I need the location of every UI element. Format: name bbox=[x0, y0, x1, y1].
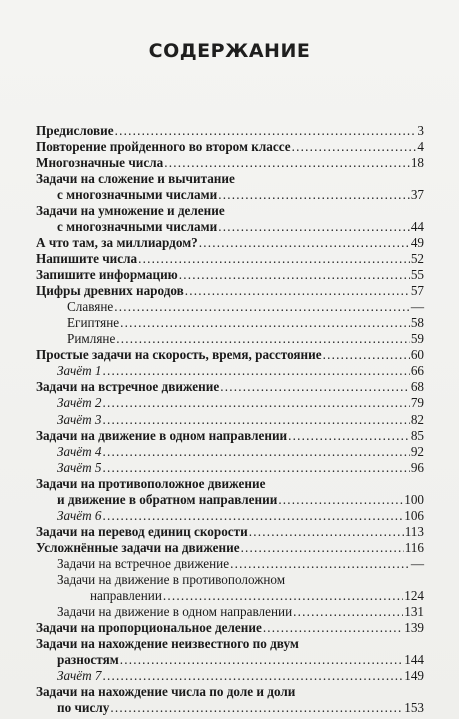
toc-entry-title: направлении bbox=[90, 588, 162, 603]
toc-entry-title: Предисловие bbox=[36, 123, 114, 138]
toc-leader-dots bbox=[249, 524, 404, 540]
toc-entry bbox=[36, 524, 424, 540]
toc-entry-page: 100 bbox=[404, 492, 424, 507]
toc-entry-title: Задачи на нахождение неизвестного по двум bbox=[36, 636, 299, 651]
toc-leader-dots bbox=[220, 379, 410, 395]
toc-entry-title: Простые задачи на скорость, время, расстояние bbox=[36, 347, 322, 362]
toc-entry-title: Задачи на пропорциональное деление bbox=[36, 620, 262, 635]
toc-entry bbox=[36, 267, 424, 283]
page-title: СОДЕРЖАНИЕ bbox=[148, 40, 311, 62]
toc-entry bbox=[57, 652, 424, 668]
toc-entry bbox=[36, 347, 424, 363]
toc-entry bbox=[36, 251, 424, 267]
toc-leader-dots bbox=[103, 508, 404, 524]
toc-entry-page: 144 bbox=[404, 652, 424, 667]
toc-entry-page: 116 bbox=[404, 540, 424, 555]
toc-entry-title: по числу bbox=[57, 700, 110, 715]
toc-entry-title: Зачёт 2 bbox=[57, 395, 102, 410]
toc-entry-page: 37 bbox=[410, 187, 424, 202]
toc-leader-dots bbox=[103, 668, 404, 684]
toc-leader-dots bbox=[185, 283, 410, 299]
toc-entry-title: Повторение пройденного во втором классе bbox=[36, 139, 291, 154]
toc-entry bbox=[36, 684, 424, 700]
toc-entry bbox=[36, 283, 424, 299]
toc-entry-page: 85 bbox=[410, 428, 424, 443]
toc-entry-title: Зачёт 7 bbox=[57, 668, 102, 683]
toc-entry-title: Зачёт 1 bbox=[57, 363, 102, 378]
toc-entry-page: 79 bbox=[410, 395, 424, 410]
toc-entry bbox=[90, 588, 424, 604]
toc-entry bbox=[36, 379, 424, 395]
toc-entry-title: Задачи на движение в одном направлении bbox=[57, 604, 293, 619]
toc-entry-page: 124 bbox=[404, 588, 424, 603]
toc-entry-title: Цифры древних народов bbox=[36, 283, 184, 298]
toc-entry-title: Египтяне bbox=[67, 315, 120, 330]
toc-entry-title: Зачёт 6 bbox=[57, 508, 102, 523]
toc-leader-dots bbox=[114, 299, 410, 315]
toc-entry bbox=[57, 219, 424, 235]
toc-entry bbox=[57, 444, 424, 460]
toc-entry-page: 49 bbox=[410, 235, 424, 250]
toc-entry-title: Задачи на встречное движение bbox=[57, 556, 230, 571]
toc-entry bbox=[57, 492, 424, 508]
toc-entry bbox=[67, 315, 424, 331]
toc-leader-dots bbox=[116, 331, 410, 347]
toc-entry-page: 68 bbox=[410, 379, 424, 394]
toc-entry bbox=[36, 123, 424, 139]
toc-entry-page: 82 bbox=[410, 412, 424, 427]
toc-leader-dots bbox=[199, 235, 410, 251]
toc-entry-title: и движение в обратном направлении bbox=[57, 492, 278, 507]
toc-entry bbox=[57, 556, 424, 572]
toc-entry bbox=[36, 428, 424, 444]
toc-entry-page: 18 bbox=[410, 155, 424, 170]
toc-leader-dots bbox=[103, 363, 410, 379]
toc-entry bbox=[57, 604, 424, 620]
toc-leader-dots bbox=[163, 588, 403, 604]
toc-entry-title: Усложнённые задачи на движение bbox=[36, 540, 240, 555]
toc-leader-dots bbox=[241, 540, 404, 556]
toc-entry bbox=[36, 155, 424, 171]
toc-entry-page: 59 bbox=[410, 331, 424, 346]
toc-entry-title: Задачи на встречное движение bbox=[36, 379, 220, 394]
toc-leader-dots bbox=[293, 604, 403, 620]
toc-entry-title: с многозначными числами bbox=[57, 187, 218, 202]
toc-entry bbox=[36, 139, 424, 155]
toc-entry-page: 60 bbox=[410, 347, 424, 362]
toc-entry-page: 4 bbox=[417, 139, 424, 154]
toc-entry-page: 92 bbox=[410, 444, 424, 459]
toc-entry bbox=[36, 540, 424, 556]
toc-entry-page: 149 bbox=[404, 668, 424, 683]
toc-leader-dots bbox=[218, 219, 410, 235]
toc-leader-dots bbox=[288, 428, 410, 444]
toc-entry-page: 55 bbox=[410, 267, 424, 282]
toc-entry-page: 113 bbox=[404, 524, 424, 539]
toc-entry-page: 131 bbox=[404, 604, 424, 619]
toc-leader-dots bbox=[179, 267, 410, 283]
toc-leader-dots bbox=[103, 395, 410, 411]
toc-entry-title: Задачи на перевод единиц скорости bbox=[36, 524, 248, 539]
toc-entry-title: Задачи на движение в одном направлении bbox=[36, 428, 288, 443]
toc-leader-dots bbox=[292, 139, 417, 155]
toc-entry-title: Зачёт 4 bbox=[57, 444, 102, 459]
toc-leader-dots bbox=[263, 620, 403, 636]
toc-entry-page: — bbox=[410, 556, 424, 571]
toc-entry bbox=[36, 235, 424, 251]
toc-entry bbox=[36, 636, 424, 652]
toc-entry bbox=[57, 700, 424, 716]
toc-entry bbox=[57, 572, 424, 588]
toc-entry-page: 96 bbox=[410, 460, 424, 475]
toc-entry bbox=[36, 620, 424, 636]
toc-leader-dots bbox=[103, 412, 410, 428]
toc-entry-page: 58 bbox=[410, 315, 424, 330]
toc-entry bbox=[57, 508, 424, 524]
toc-entry-page: 66 bbox=[410, 363, 424, 378]
toc-entry-page: — bbox=[410, 299, 424, 314]
toc-leader-dots bbox=[323, 347, 410, 363]
toc-leader-dots bbox=[278, 492, 403, 508]
toc-entry-page: 57 bbox=[410, 283, 424, 298]
toc-leader-dots bbox=[138, 251, 410, 267]
toc-entry-title: Римляне bbox=[67, 331, 116, 346]
toc-entry bbox=[57, 395, 424, 411]
toc-entry bbox=[36, 476, 424, 492]
toc-leader-dots bbox=[103, 444, 410, 460]
toc-entry bbox=[57, 412, 424, 428]
toc-entry-title: Напишите числа bbox=[36, 251, 138, 266]
toc-entry-page: 106 bbox=[404, 508, 424, 523]
toc-leader-dots bbox=[110, 700, 403, 716]
toc-entry-title: Задачи на движение в противоположном bbox=[57, 572, 286, 587]
toc-entry-page: 139 bbox=[404, 620, 424, 635]
toc-leader-dots bbox=[218, 187, 410, 203]
toc-leader-dots bbox=[120, 652, 404, 668]
toc-entry-title: Зачёт 3 bbox=[57, 412, 102, 427]
toc-leader-dots bbox=[230, 556, 410, 572]
toc-entry-title: Задачи на противоположное движение bbox=[36, 476, 266, 491]
toc-entry-page: 3 bbox=[417, 123, 424, 138]
toc-entry bbox=[67, 331, 424, 347]
toc-entry bbox=[57, 460, 424, 476]
toc-entry bbox=[57, 668, 424, 684]
toc-entry bbox=[57, 187, 424, 203]
toc-entry-title: А что там, за миллиардом? bbox=[36, 235, 198, 250]
toc-entry-title: с многозначными числами bbox=[57, 219, 218, 234]
toc-leader-dots bbox=[115, 123, 417, 139]
toc-entry bbox=[36, 203, 424, 219]
toc-entry-title: Славяне bbox=[67, 299, 114, 314]
toc-entry-title: Многозначные числа bbox=[36, 155, 164, 170]
toc-leader-dots bbox=[103, 460, 410, 476]
toc-entry-page: 52 bbox=[410, 251, 424, 266]
toc-entry-title: Зачёт 5 bbox=[57, 460, 102, 475]
toc-entry-title: Задачи на нахождение числа по доле и доли bbox=[36, 684, 296, 699]
toc-entry-page: 44 bbox=[410, 219, 424, 234]
toc-entry-title: Запишите информацию bbox=[36, 267, 178, 282]
toc-leader-dots bbox=[120, 315, 410, 331]
toc-entry bbox=[57, 363, 424, 379]
toc-leader-dots bbox=[164, 155, 410, 171]
toc-entry-title: разностям bbox=[57, 652, 119, 667]
toc-entry-title: Задачи на умножение и деление bbox=[36, 203, 225, 218]
toc-entry-title: Задачи на сложение и вычитание bbox=[36, 171, 235, 186]
toc-entry bbox=[36, 171, 424, 187]
toc-entry-page: 153 bbox=[404, 700, 424, 715]
toc-entry bbox=[67, 299, 424, 315]
